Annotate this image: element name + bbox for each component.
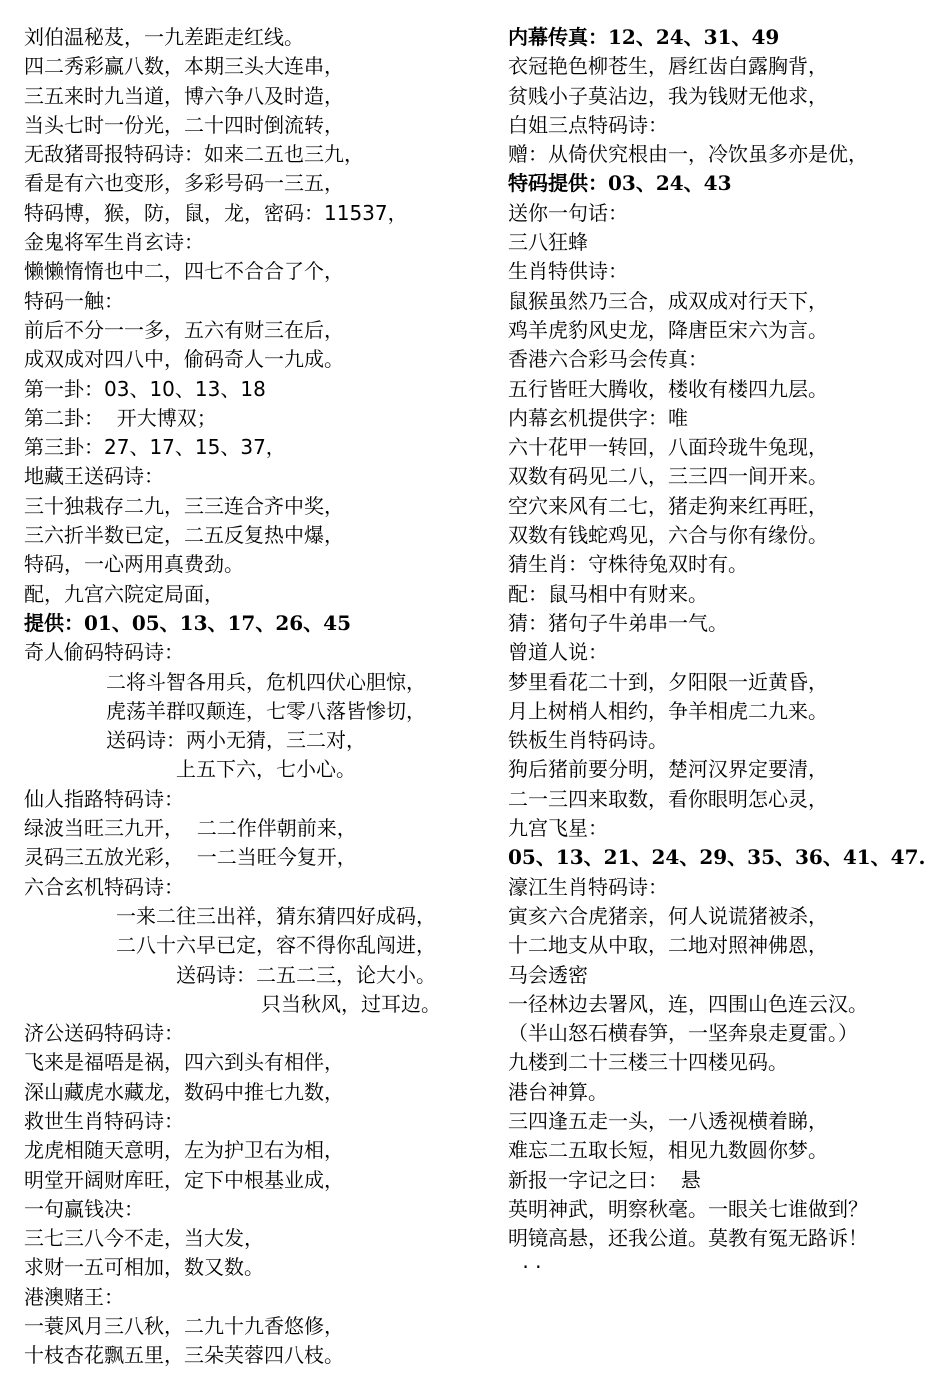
right-text-line: 白姐三点特码诗： <box>508 112 668 137</box>
right-text-line: 英明神武，明察秋毫。一眼关七谁做到？ <box>508 1196 868 1221</box>
left-text-line: 只当秋风，过耳边。 <box>261 991 441 1016</box>
right-column <box>508 23 928 1283</box>
right-text-line: 二一三四来取数，看你眼明怎心灵， <box>508 786 828 811</box>
right-text-line: （半山怒石横春笋，一坚奔泉走夏雷。） <box>508 1021 858 1046</box>
left-text-line: 四二秀彩赢八数，本期三头大连串， <box>24 54 344 79</box>
right-text-line: 梦里看花二十到，夕阳限一近黄昏， <box>508 669 828 694</box>
right-text-line: 鼠猴虽然乃三合，成双成对行天下， <box>508 288 828 313</box>
left-text-line: 六合玄机特码诗： <box>24 874 184 899</box>
left-text-line: 当头七时一份光，二十四时倒流转， <box>24 112 344 137</box>
left-text-line: 第三卦：27、17、15、37， <box>24 435 286 460</box>
left-text-line: 港澳赌王： <box>24 1284 124 1309</box>
right-text-line: 内幕玄机提供字：唯 <box>508 405 688 430</box>
left-text-line: 送码诗：两小无猜，三二对， <box>106 728 366 753</box>
right-text-line: 九宫飞星： <box>508 816 608 841</box>
left-text-line: 特码，一心两用真费劲。 <box>24 552 244 577</box>
left-text-line: 送码诗：二五二三，论大小。 <box>176 962 436 987</box>
left-text-line: 二八十六早已定，容不得你乱闯进， <box>116 933 436 958</box>
right-text-line: 明镜高悬，还我公道。莫教有冤无路诉！ <box>508 1226 868 1251</box>
left-text-line: 配，九宫六院定局面， <box>24 581 224 606</box>
right-text-line: 生肖特供诗： <box>508 259 628 284</box>
right-text-line: 马会透密 <box>508 962 588 987</box>
right-text-line: 三四逢五走一头，一八透视横着睇， <box>508 1108 828 1133</box>
left-column <box>24 23 474 1371</box>
left-text-line: 提供：01、05、13、17、26、45 <box>24 610 351 635</box>
right-text-line: 衣冠艳色柳苍生，唇红齿白露胸背， <box>508 54 828 79</box>
right-text-line: 特码提供：03、24、43 <box>508 171 732 196</box>
left-text-line: 求财一五可相加，数又数。 <box>24 1255 264 1280</box>
left-text-line: 无敌猪哥报特码诗：如来二五也三九， <box>24 142 364 167</box>
left-text-line: 第一卦：03、10、13、18 <box>24 376 266 401</box>
left-text-line: 刘伯温秘芨，一九差距走红线。 <box>24 25 304 49</box>
left-text-line: 上五下六，七小心。 <box>176 757 356 782</box>
left-text-line: 龙虎相随天意明，左为护卫右为相， <box>24 1138 344 1163</box>
left-text-line: 三七三八今不走，当大发， <box>24 1226 264 1251</box>
left-text-line: 明堂开阔财库旺，定下中根基业成， <box>24 1167 344 1192</box>
right-text-line: 十二地支从中取，二地对照神佛恩， <box>508 933 828 958</box>
left-text-line: 特码一触： <box>24 288 124 313</box>
left-text-line: 一蓑风月三八秋，二九十九香悠修， <box>24 1314 344 1339</box>
right-text-line: 空穴来风有二七，猪走狗来红再旺， <box>508 493 828 518</box>
right-text-line: 贫贱小子莫沾边，我为钱财无他求， <box>508 83 828 108</box>
left-text-line: 一句赢钱决： <box>24 1196 144 1221</box>
left-text-line: 前后不分一一多，五六有财三在后， <box>24 317 344 342</box>
right-text-line: 双数有钱蛇鸡见，六合与你有缘份。 <box>508 523 828 548</box>
left-text-line: 第二卦： 开大博双； <box>24 405 217 430</box>
left-text-line: 灵码三五放光彩， 一二当旺今复开， <box>24 845 357 870</box>
left-text-line: 十枝杏花飘五里，三朵芙蓉四八枝。 <box>24 1343 344 1368</box>
right-text-line: 五行皆旺大腾收，楼收有楼四九层。 <box>508 376 828 401</box>
right-text-line: 月上树梢人相约，争羊相虎二九来。 <box>508 698 828 723</box>
left-text-line: 三五来时九当道，博六争八及时造， <box>24 83 344 108</box>
left-text-line: 懒懒惰惰也中二，四七不合合了个， <box>24 259 344 284</box>
left-text-line: 二将斗智各用兵，危机四伏心胆惊， <box>106 669 426 694</box>
right-text-line: 六十花甲一转回，八面玲珑牛兔现， <box>508 435 828 460</box>
right-text-line: 猜：猪句子牛弟串一气。 <box>508 610 728 635</box>
right-text-line: · · <box>516 1255 542 1280</box>
right-text-line: 猜生肖：守株待兔双时有。 <box>508 552 748 577</box>
right-text-line: 三八狂蜂 <box>508 230 588 255</box>
left-text-line: 成双成对四八中，偷码奇人一九成。 <box>24 347 344 372</box>
right-text-line: 难忘二五取长短，相见九数圆你梦。 <box>508 1138 828 1163</box>
left-text-line: 三十独栽存二九，三三连合齐中奖， <box>24 493 344 518</box>
right-text-line: 双数有码见二八，三三四一间开来。 <box>508 464 828 489</box>
left-text-line: 仙人指路特码诗： <box>24 786 184 811</box>
left-text-line: 深山藏虎水藏龙，数码中推七九数， <box>24 1079 344 1104</box>
right-text-line: 港台神算。 <box>508 1079 608 1104</box>
right-text-line: 送你一句话： <box>508 200 628 225</box>
right-text-line: 配：鼠马相中有财来。 <box>508 581 708 606</box>
left-text-line: 特码博，猴，防，鼠，龙，密码：11537， <box>24 200 408 225</box>
right-text-line: 寅亥六合虎猪亲，何人说谎猪被杀， <box>508 903 828 928</box>
left-text-line: 绿波当旺三九开， 二二作伴朝前来， <box>24 816 357 841</box>
left-text-line: 金鬼将军生肖玄诗： <box>24 230 204 255</box>
left-text-line: 奇人偷码特码诗： <box>24 640 184 665</box>
right-text-line: 曾道人说： <box>508 640 608 665</box>
right-text-line: 濠江生肖特码诗： <box>508 874 668 899</box>
right-text-line: 新报一字记之曰： 悬 <box>508 1167 701 1192</box>
left-text-line: 一来二往三出祥，猜东猜四好成码， <box>116 903 436 928</box>
right-text-line: 香港六合彩马会传真： <box>508 347 708 372</box>
left-text-line: 救世生肖特码诗： <box>24 1108 184 1133</box>
right-text-line: 内幕传真：12、24、31、49 <box>508 25 780 49</box>
left-text-line: 看是有六也变形，多彩号码一三五， <box>24 171 344 196</box>
left-text-line: 三六折半数已定，二五反复热中爆， <box>24 523 344 548</box>
right-text-line: 铁板生肖特码诗。 <box>508 728 668 753</box>
left-text-line: 济公送码特码诗： <box>24 1021 184 1046</box>
right-text-line: 鸡羊虎豹风史龙，降唐臣宋六为言。 <box>508 317 828 342</box>
right-text-line: 一径林边去署风，连，四围山色连云汉。 <box>508 991 868 1016</box>
left-text-line: 飞来是福唔是祸，四六到头有相伴， <box>24 1050 344 1075</box>
left-text-line: 虎荡羊群叹颠连，七零八落皆惨切， <box>106 698 426 723</box>
right-text-line: 赠：从倚伏究根由一，冷饮虽多亦是优， <box>508 142 868 167</box>
right-text-line: 05、13、21、24、29、35、36、41、47. <box>508 845 926 870</box>
right-text-line: 九楼到二十三楼三十四楼见码。 <box>508 1050 788 1075</box>
right-text-line: 狗后猪前要分明，楚河汉界定要清， <box>508 757 828 782</box>
left-text-line: 地藏王送码诗： <box>24 464 164 489</box>
